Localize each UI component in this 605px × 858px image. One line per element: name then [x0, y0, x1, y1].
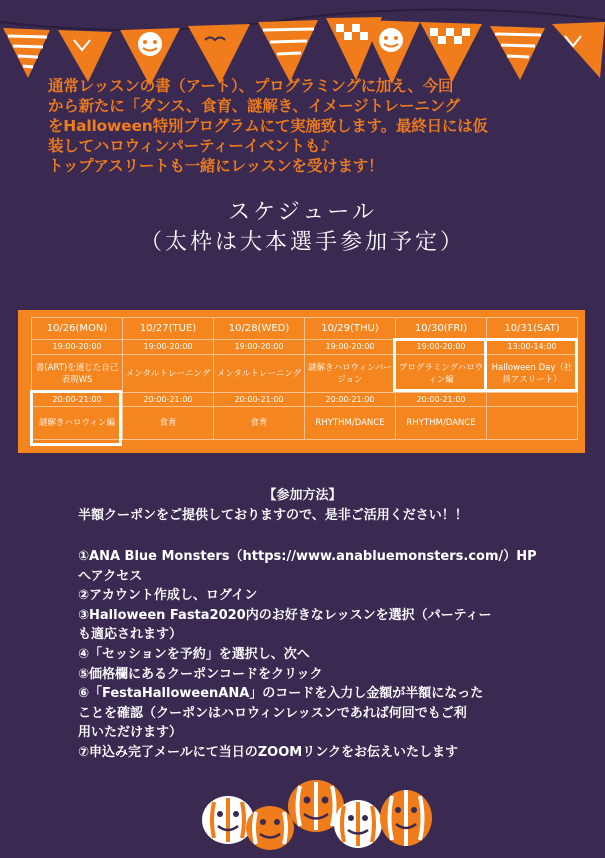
- class-cell: [487, 407, 578, 440]
- time-cell: 20:00-21:00: [123, 393, 214, 407]
- date-header: 10/28(WED): [214, 318, 305, 340]
- time-cell: 19:00-20:00: [123, 340, 214, 355]
- table-row-class2: [32, 407, 578, 440]
- class-cell: RHYTHM/DANCE: [396, 407, 487, 440]
- class-cell: 謎解きハロウィンバージョン: [305, 355, 396, 393]
- class-cell: Halloween Day（社員アスリート）: [487, 355, 578, 393]
- pennant-7-pumpkin: [362, 20, 420, 84]
- method-steps: [78, 547, 558, 763]
- table-row-time2: [32, 393, 578, 407]
- time-cell: 13:00-14:00: [487, 340, 578, 355]
- intro-line: から新たに「ダンス、食育、謎解き、イメージトレーニング: [48, 97, 460, 115]
- date-header: 10/29(THU): [305, 318, 396, 340]
- pennant-2: [58, 30, 112, 82]
- step-line: へアクセス: [78, 568, 143, 584]
- pumpkin-group: [198, 758, 438, 858]
- class-cell: 書(ART)を通じた自己表現WS: [32, 355, 123, 393]
- intro-text: [48, 76, 568, 176]
- class-cell: 食育: [214, 407, 305, 440]
- step-line: ①ANA Blue Monsters（https://www.anabluemonsters.com/）HP: [78, 549, 537, 564]
- pennant-4-bats: [188, 24, 250, 84]
- class-cell: プログラミングハロウィン編: [396, 355, 487, 393]
- schedule-heading: [0, 198, 605, 258]
- time-cell: 19:00-20:00: [32, 340, 123, 355]
- date-header: 10/31(SAT): [487, 318, 578, 340]
- method-title: 【参加方法】: [263, 488, 342, 503]
- pumpkin-icon: [334, 800, 382, 848]
- intro-line: 通常レッスンの書（アート）、プログラミングに加え、今回: [48, 77, 454, 95]
- step-line: 用いただけます）: [78, 725, 183, 741]
- time-cell: 19:00-20:00: [305, 340, 396, 355]
- schedule-table: [31, 317, 578, 440]
- pennant-9: [490, 26, 545, 80]
- date-header: 10/27(TUE): [123, 318, 214, 340]
- pumpkin-icon: [246, 806, 294, 850]
- step-line: ④「セッションを予約」を選択し、次へ: [78, 646, 310, 662]
- pumpkin-icon: [380, 790, 432, 846]
- table-row-dates: [32, 318, 578, 340]
- method-subtitle: 半額クーポンをご提供しておりますので、是非ご活用ください！！: [78, 507, 468, 523]
- time-cell: [487, 393, 578, 407]
- intro-line: トップアスリートも一緒にレッスンを受けます！: [48, 157, 384, 175]
- time-cell: 20:00-21:00: [396, 393, 487, 407]
- table-row-time1: [32, 340, 578, 355]
- pennant-10: [552, 22, 605, 78]
- step-line: ②アカウント作成し、ログイン: [78, 588, 258, 604]
- pennant-1: [3, 28, 50, 78]
- step-line: ⑥「FestaHalloweenANA」のコードを入力し金額が半額になった: [78, 686, 484, 702]
- schedule-subtitle: （太枠は大本選手参加予定）: [139, 230, 465, 255]
- pennant-8-checker: [420, 22, 482, 82]
- schedule-panel: [18, 310, 585, 453]
- schedule-title: スケジュール: [228, 200, 377, 225]
- class-cell: 食育: [123, 407, 214, 440]
- time-cell: 19:00-20:00: [214, 340, 305, 355]
- step-line: ③Halloween Fasta2020内のお好きなレッスンを選択（パーティー: [78, 607, 492, 623]
- date-header: 10/30(FRI): [396, 318, 487, 340]
- class-cell: RHYTHM/DANCE: [305, 407, 396, 440]
- pumpkin-icon: [202, 796, 254, 844]
- method-section: [0, 486, 605, 525]
- intro-line: 装してハロウィンパーティーイベントも♪: [48, 137, 330, 155]
- step-line: も適応されます）: [78, 627, 183, 643]
- step-line: ⑦申込み完了メールにて当日のZOOMリンクをお伝えいたします: [78, 744, 458, 760]
- class-cell: メンタルトレーニング: [214, 355, 305, 393]
- pennant-5-stripes: [258, 20, 318, 82]
- date-header: 10/26(MON): [32, 318, 123, 340]
- class-cell: メンタルトレーニング: [123, 355, 214, 393]
- time-cell: 20:00-21:00: [32, 393, 123, 407]
- step-line: ⑤価格欄にあるクーポンコードをクリック: [78, 666, 323, 682]
- step-line: ことを確認（クーポンはハロウィンレッスンであれば何回でもご利: [78, 705, 467, 721]
- time-cell: 20:00-21:00: [305, 393, 396, 407]
- time-cell: 20:00-21:00: [214, 393, 305, 407]
- class-cell: 謎解きハロウィン編: [32, 407, 123, 440]
- intro-line: をHalloween特別プログラムにて実施致します。最終日には仮: [48, 117, 488, 135]
- time-cell: 19:00-20:00: [396, 340, 487, 355]
- table-row-class1: [32, 355, 578, 393]
